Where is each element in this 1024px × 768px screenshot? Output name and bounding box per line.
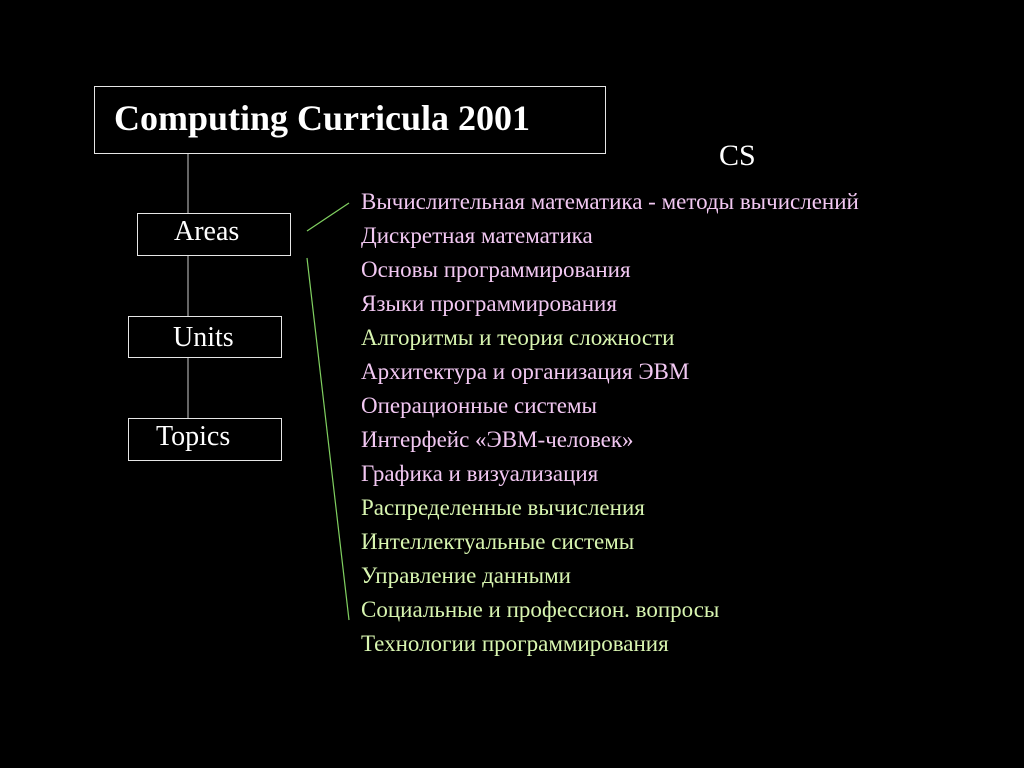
list-item: Алгоритмы и теория сложности	[361, 325, 675, 350]
list-item: Графика и визуализация	[361, 461, 599, 486]
units-box	[128, 316, 282, 358]
list-item: Управление данными	[361, 563, 571, 588]
topics-box	[128, 418, 282, 461]
list-item: Вычислительная математика - методы вычислений	[361, 189, 859, 214]
slide-title: Computing Curricula 2001	[114, 98, 531, 138]
list-item: Распределенные вычисления	[361, 495, 645, 520]
topics-label: Topics	[156, 421, 231, 452]
list-item: Интерфейс «ЭВМ-человек»	[361, 427, 634, 452]
list-item: Языки программирования	[361, 291, 617, 316]
list-item: Дискретная математика	[361, 223, 593, 248]
areas-bracket-bottom-line	[307, 258, 349, 620]
list-item: Интеллектуальные системы	[361, 529, 635, 554]
title-box	[94, 86, 606, 154]
list-item: Архитектура и организация ЭВМ	[361, 359, 690, 384]
units-label: Units	[173, 322, 234, 353]
list-item: Технологии программирования	[361, 631, 669, 656]
areas-list	[361, 185, 859, 661]
list-item: Операционные системы	[361, 393, 597, 418]
areas-label: Areas	[174, 216, 240, 247]
list-item: Социальные и профессион. вопросы	[361, 597, 720, 622]
list-item: Основы программирования	[361, 257, 631, 282]
areas-bracket-top-line	[307, 203, 349, 231]
areas-box	[137, 213, 291, 256]
discipline-label: CS	[719, 139, 756, 172]
